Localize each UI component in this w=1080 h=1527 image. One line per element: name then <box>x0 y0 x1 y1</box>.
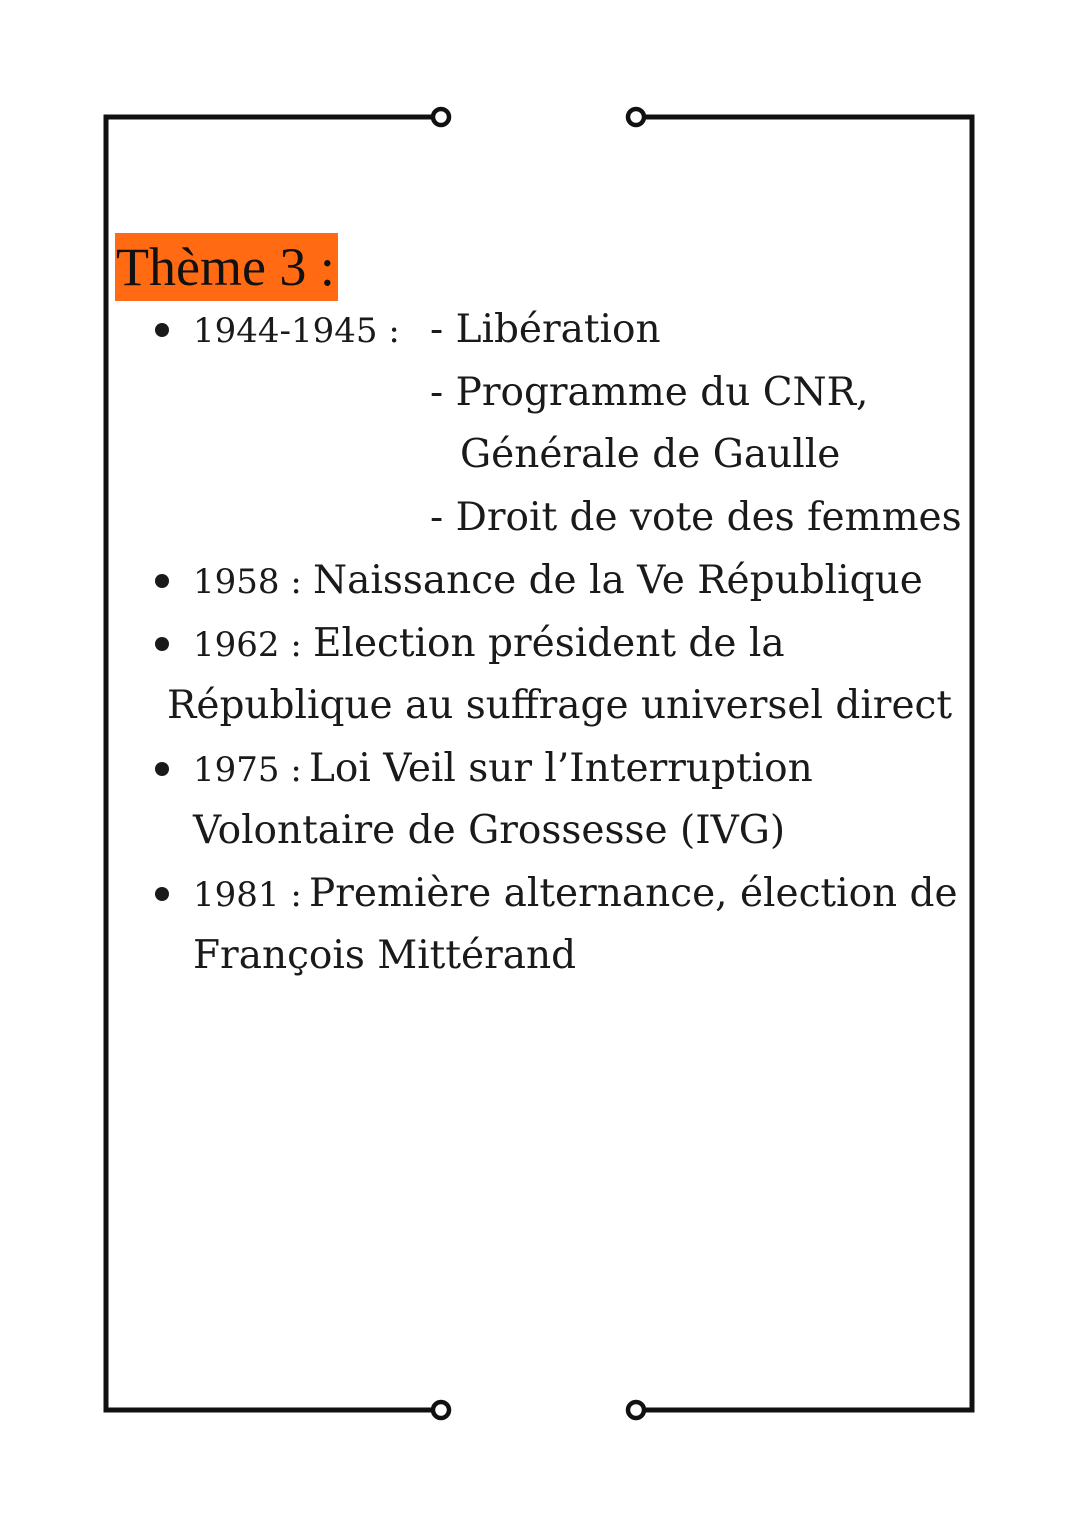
item-1981-line-2: François Mittérand <box>193 933 577 978</box>
item-1958-line-1: Naissance de la Ve République <box>313 558 923 603</box>
bullet-icon <box>155 574 169 588</box>
item-1962-line-1: Election président de la <box>313 621 785 666</box>
bullet-icon <box>155 762 169 776</box>
item-1975-line-2: Volontaire de Grossesse (IVG) <box>193 808 786 853</box>
item-1944-line-3: Générale de Gaulle <box>460 432 841 477</box>
item-1981-line-1: Première alternance, élection de <box>309 871 958 916</box>
item-1981-year: 1981 : <box>193 875 302 915</box>
item-1962-year: 1962 : <box>193 625 302 665</box>
item-1944-line-2: - Programme du CNR, <box>430 370 869 415</box>
item-1944-line-1: - Libération <box>430 307 661 352</box>
theme-title: Thème 3 : <box>115 233 338 301</box>
bullet-icon <box>155 637 169 651</box>
frame-node-top-right <box>628 109 644 125</box>
item-1958-year: 1958 : <box>193 562 302 602</box>
frame-node-bottom-right <box>628 1402 644 1418</box>
item-1962-line-2: République au suffrage universel direct <box>167 683 953 728</box>
item-1944-line-4: - Droit de vote des femmes <box>430 495 962 540</box>
frame-node-bottom-left <box>433 1402 449 1418</box>
item-1944-year: 1944-1945 : <box>193 311 400 351</box>
frame-node-top-left <box>433 109 449 125</box>
item-1975-year: 1975 : <box>193 750 302 790</box>
item-1975-line-1: Loi Veil sur l’Interruption <box>309 746 813 791</box>
bullet-icon <box>155 323 169 337</box>
bullet-icon <box>155 887 169 901</box>
